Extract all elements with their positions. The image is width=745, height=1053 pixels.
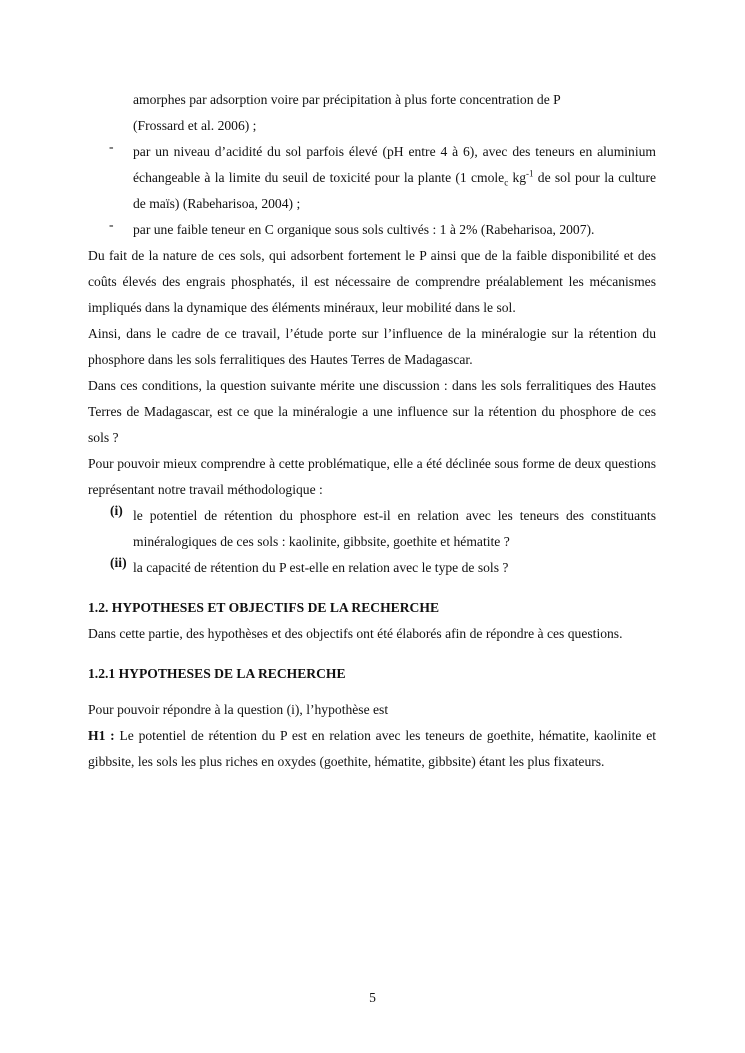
page-content (88, 87, 656, 775)
hypothesis-text: Le potentiel de rétention du P est en relation avec les teneurs de goethite, hématite, kaolinite et gibbsite, les sols les plus riches en oxydes (goethite, hématite, gibbsite) étant les plus fixateurs. (88, 728, 657, 769)
question-label: (ii) (110, 555, 127, 570)
section-heading-1-2-1: 1.2.1 HYPOTHESES DE LA RECHERCHE (88, 666, 346, 681)
question-text: la capacité de rétention du P est-elle en relation avec le type de sols ? (133, 560, 509, 575)
list-item-acidity (88, 139, 656, 217)
hypothesis-label: H1 : (88, 728, 115, 743)
section-heading-1-2: 1.2. HYPOTHESES ET OBJECTIFS DE LA RECHERCHE (88, 600, 440, 615)
question-item-ii (88, 555, 656, 581)
paragraph-ainsi: Ainsi, dans le cadre de ce travail, l’étude porte sur l’influence de la minéralogie sur la rétention du phosphore dans les sols ferralitiques des Hautes Terres de Madagascar. (88, 326, 656, 367)
list-item-text: par un niveau d’acidité du sol parfois élevé (pH entre 4 à 6), avec des teneurs en aluminium échangeable à la limite du seuil de toxicité pour la plante (1 cmole$_c$ $kg^{-1}$ de sol pour la culture de maïs) (Rabeharisoa, 2004) ; (133, 144, 657, 211)
continued-line-1: amorphes par adsorption voire par précipitation à plus forte concentration de P (133, 92, 561, 107)
hypothesis-intro: Pour pouvoir répondre à la question (i), l’hypothèse est (88, 702, 389, 717)
question-item-i (88, 503, 656, 555)
page-number: 5 (369, 990, 376, 1005)
list-item-continued (88, 87, 656, 139)
paragraph-question: Dans ces conditions, la question suivante mérite une discussion : dans les sols ferralitiques des Hautes Terres de Madagascar, est ce que la minéralogie a une influence sur la rétention du phosphore de ces sols ? (88, 378, 656, 445)
bullet-dash: - (109, 139, 114, 154)
paragraph-nature-sols: Du fait de la nature de ces sols, qui adsorbent fortement le P ainsi que de la faible disponibilité et des coûts élevés des engrais phosphatés, il est nécessaire de comprendre préalablement les mécanismes impliqués dans la dynamique des éléments minéraux, leur mobilité dans le sol. (88, 248, 656, 315)
paragraph-problematique: Pour pouvoir mieux comprendre à cette problématique, elle a été déclinée sous forme de deux questions représentant notre travail méthodologique : (88, 456, 656, 497)
continued-line-2: (Frossard et al. 2006) ; (133, 118, 257, 133)
section-1-2-text: Dans cette partie, des hypothèses et des objectifs ont été élaborés afin de répondre à ces questions. (88, 626, 623, 641)
list-item-carbon (88, 217, 656, 243)
bullet-dash: - (109, 217, 114, 232)
list-item-text: par une faible teneur en C organique sous sols cultivés : 1 à 2% (Rabeharisoa, 2007). (133, 222, 595, 237)
question-label: (i) (110, 503, 123, 518)
hypothesis-h1 (88, 723, 656, 775)
question-text: le potentiel de rétention du phosphore est-il en relation avec les teneurs des constituants minéralogiques de ces sols : kaolinite, gibbsite, goethite et hématite ? (133, 508, 656, 549)
